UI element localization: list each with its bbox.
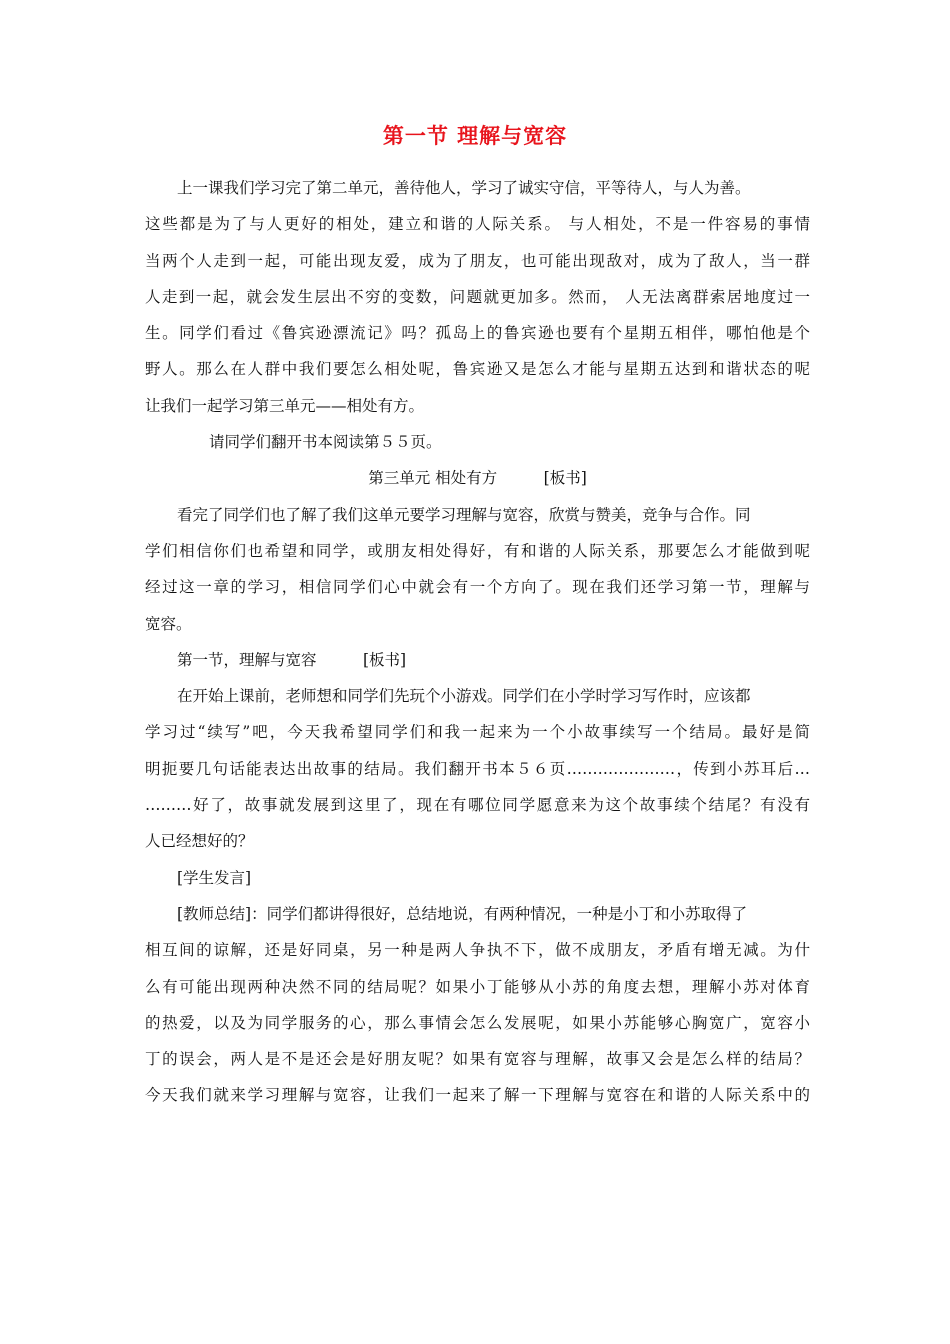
paragraph-line: 学们相信你们也希望和同学，或朋友相处得好，有和谐的人际关系，那要怎么才能做到呢 [145, 541, 810, 560]
paragraph-line: 人已经想好的？ [145, 832, 254, 851]
blackboard-heading-section: 第一节，理解与宽容 [板书] [177, 650, 407, 669]
instruction-line: 请同学们翻开书本阅读第５５页。 [209, 433, 442, 452]
paragraph-line: 生。同学们看过《鲁宾逊漂流记》吗？孤岛上的鲁宾逊也要有个星期五相伴，哪怕他是个 [145, 324, 810, 343]
paragraph-line: 在开始上课前，老师想和同学们先玩个小游戏。同学们在小学时学习写作时，应该都 [177, 687, 751, 706]
section-title: 第一节 理解与宽容 [382, 124, 568, 148]
paragraph-line: ………好了，故事就发展到这里了，现在有哪位同学愿意来为这个故事续个结尾？有没有 [145, 796, 810, 815]
paragraph-line: 人走到一起，就会发生层出不穷的变数，问题就更加多。然而， 人无法离群索居地度过一 [145, 287, 810, 306]
paragraph-line: 看完了同学们也了解了我们这单元要学习理解与宽容，欣赏与赞美，竞争与合作。同 [177, 505, 751, 524]
paragraph-line: 的热爱，以及为同学服务的心，那么事情会怎么发展呢，如果小苏能够心胸宽广，宽容小 [145, 1013, 810, 1032]
paragraph-line: 么有可能出现两种决然不同的结局呢？如果小丁能够从小苏的角度去想，理解小苏对体育 [145, 977, 810, 996]
paragraph-line: 让我们一起学习第三单元——相处有方。 [145, 396, 425, 415]
paragraph-line: 相互间的谅解，还是好同桌，另一种是两人争执不下，做不成朋友，矛盾有增无减。为什 [145, 941, 810, 960]
paragraph-line: 经过这一章的学习，相信同学们心中就会有一个方向了。现在我们还学习第一节，理解与 [145, 578, 810, 597]
paragraph-line: 明扼要几句话能表达出故事的结局。我们翻开书本５６页…………………，传到小苏耳后… [145, 759, 810, 778]
paragraph-line: [教师总结]：同学们都讲得很好，总结地说，有两种情况，一种是小丁和小苏取得了 [177, 904, 748, 923]
paragraph-line: 野人。那么在人群中我们要怎么相处呢，鲁宾逊又是怎么才能与星期五达到和谐状态的呢 [145, 360, 810, 379]
paragraph-line: 这些都是为了与人更好的相处，建立和谐的人际关系。 与人相处，不是一件容易的事情 [145, 215, 810, 234]
paragraph-line: 上一课我们学习完了第二单元，善待他人，学习了诚实守信，平等待人，与人为善。 [177, 179, 751, 197]
lesson-body [145, 170, 810, 1114]
paragraph-line: 今天我们就来学习理解与宽容，让我们一起来了解一下理解与宽容在和谐的人际关系中的 [145, 1086, 810, 1105]
student-speech-label: [学生发言] [177, 868, 252, 887]
paragraph-line: 学习过“续写”吧，今天我希望同学们和我一起来为一个小故事续写一个结局。最好是简 [145, 723, 810, 742]
paragraph-line: 宽容。 [145, 614, 192, 633]
paragraph-line: 当两个人走到一起，可能出现友爱，成为了朋友，也可能出现敌对，成为了敌人，当一群 [145, 251, 810, 270]
paragraph-line: 丁的误会，两人是不是还会是好朋友呢？如果有宽容与理解，故事又会是怎么样的结局？ [145, 1050, 810, 1069]
blackboard-heading-unit: 第三单元 相处有方 [板书] [368, 469, 587, 488]
